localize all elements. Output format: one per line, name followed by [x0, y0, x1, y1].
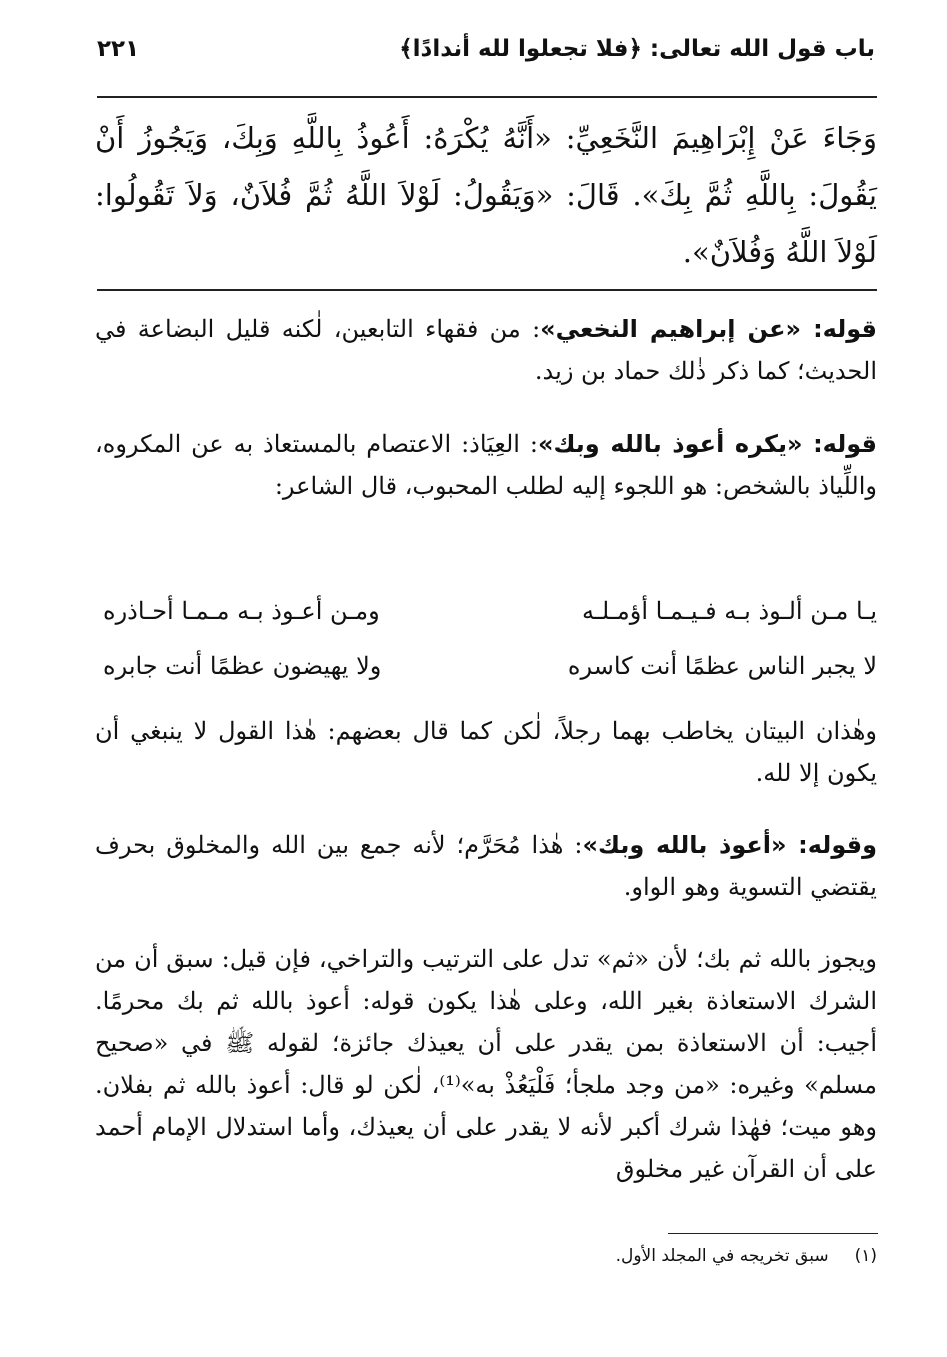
- commentary-text: : من فقهاء التابعين، لٰكنه قليل البضاعة في الحديث؛ كما ذكر ذٰلك حماد بن زيد.: [95, 315, 877, 385]
- verse-second-hemistich: ولا يهيضون عظمًا أنت جابره: [103, 652, 382, 680]
- commentary-lead: قوله: «يكره أعوذ بالله وبك»: [537, 430, 877, 458]
- commentary-paragraph: [95, 423, 877, 507]
- commentary-text: : هٰذا مُحَرَّم؛ لأنه جمع بين الله والمخلوق بحرف يقتضي التسوية وهو الواو.: [95, 831, 877, 901]
- verse-second-hemistich: ومـن أعـوذ بـه مـمـا أحـاذره: [103, 597, 380, 625]
- page-number: ٢٢١: [97, 36, 140, 62]
- commentary-paragraph: [95, 710, 877, 794]
- commentary-paragraph: [95, 824, 877, 908]
- footnote-text: سبق تخريجه في المجلد الأول.: [615, 1246, 829, 1266]
- commentary-paragraph: [95, 938, 877, 1190]
- page-header: [95, 30, 875, 80]
- verse-first-hemistich: يـا مـن ألـوذ بـه فـيـمـا أؤمـلـه: [582, 597, 877, 625]
- footnote-number: (١): [854, 1246, 877, 1266]
- verse-first-hemistich: لا يجبر الناس عظمًا أنت كاسره: [567, 652, 877, 680]
- commentary-text: : العِيَاذ: الاعتصام بالمستعاذ به عن المكروه، واللِّياذ بالشخص: هو اللجوء إليه لطلب المحبوب، قال الشاعر:: [95, 430, 877, 500]
- running-title: باب قول الله تعالى: ﴿فلا تجعلوا لله أندادًا﴾: [399, 36, 875, 62]
- commentary-lead: وقوله: «أعوذ بالله وبك»: [582, 831, 877, 859]
- matn-text: وَجَاءَ عَنْ إِبْرَاهِيمَ النَّخَعِيِّ: «أَنَّهُ يُكْرَهُ: أَعُوذُ بِاللَّهِ وَبِكَ، وَيَجُوزُ أَنْ يَقُولَ: بِاللَّهِ ثُمَّ بِكَ». قَالَ: «وَيَقُولُ: لَوْلاَ اللَّهُ ثُمَّ فُلاَنٌ، وَلاَ تَقُولُوا: لَوْلاَ اللَّهُ وَفُلاَنٌ».: [95, 121, 877, 269]
- footnote: [616, 1246, 877, 1266]
- commentary-lead: قوله: «عن إبراهيم النخعي»: [540, 315, 877, 343]
- commentary-text: ويجوز بالله ثم بك؛ لأن «ثم» تدل على الترتيب والتراخي، فإن قيل: سبق أن من الشرك الاستعاذة بغير الله، وعلى هٰذا يكون قوله: أعوذ بالله ثم بك محرمًا. أجيب: أن الاستعاذة بمن يقدر على أن يعيذك جائزة؛ لقوله ﷺ في «صحيح مسلم» وغيره: «من وجد ملجأ؛ فَلْيَعُذْ به»⁽¹⁾، لٰكن لو قال: أعوذ بالله ثم بفلان. وهو ميت؛ فهٰذا شرك أكبر لأنه لا يقدر على أن يعيذك، وأما استدلال الإمام أحمد على أن القرآن غير مخلوق: [95, 945, 878, 1183]
- footnote-divider: [668, 1233, 878, 1234]
- matn-divider: [97, 289, 877, 291]
- commentary-paragraph: [95, 308, 877, 392]
- header-divider: [97, 96, 877, 98]
- poetry-verse: [95, 643, 877, 689]
- commentary-text: وهٰذان البيتان يخاطب بهما رجلاً، لٰكن كما قال بعضهم: هٰذا القول لا ينبغي أن يكون إلا لله.: [95, 717, 877, 787]
- poetry-verse: [95, 588, 877, 634]
